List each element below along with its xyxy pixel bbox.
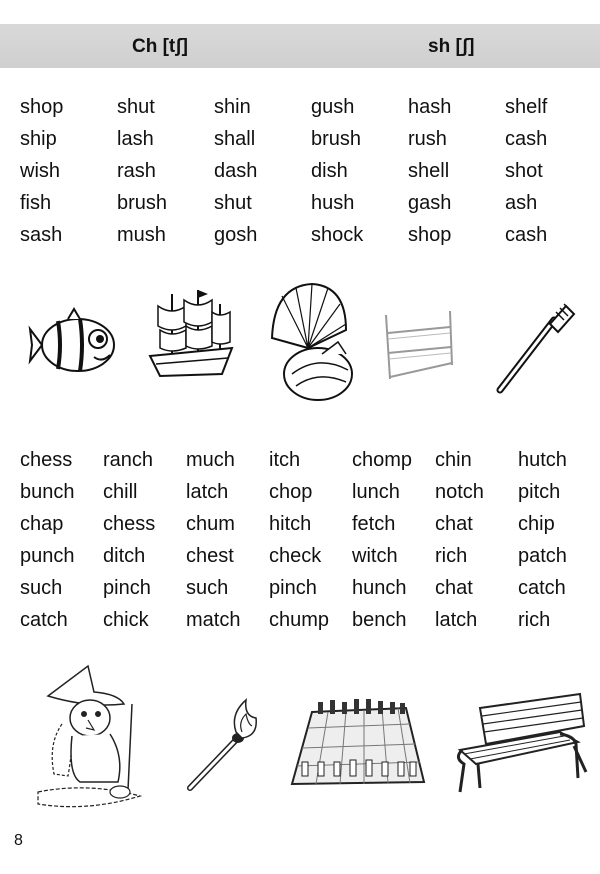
word: bench — [352, 609, 407, 631]
word: rush — [408, 128, 447, 150]
word: gosh — [214, 224, 258, 246]
word: rash — [117, 160, 156, 182]
ch-column — [269, 444, 329, 636]
word: ship — [20, 128, 57, 150]
ch-column — [518, 444, 567, 636]
word: hunch — [352, 577, 407, 599]
witch-picture — [28, 664, 148, 814]
ch-column — [20, 444, 75, 636]
word: chomp — [352, 449, 413, 471]
word: check — [269, 545, 322, 567]
word: hutch — [518, 449, 567, 471]
word: brush — [117, 192, 168, 214]
fish-picture — [28, 305, 123, 385]
word: chess — [20, 449, 73, 471]
word: chick — [103, 609, 149, 631]
word: mush — [117, 224, 166, 246]
bench-picture — [450, 688, 590, 798]
word: chat — [435, 513, 473, 535]
word: catch — [20, 609, 68, 631]
word: hush — [311, 192, 355, 214]
word: dash — [214, 160, 258, 182]
word: shall — [214, 128, 256, 150]
word: witch — [352, 545, 398, 567]
word: rich — [518, 609, 551, 631]
word: notch — [435, 481, 484, 503]
sh-column — [505, 91, 547, 251]
word: cash — [505, 224, 548, 246]
word: chap — [20, 513, 64, 535]
ch-column — [352, 444, 412, 636]
word: itch — [269, 449, 301, 471]
word: shop — [408, 224, 452, 246]
ship-picture — [142, 286, 240, 386]
chess-picture — [288, 698, 428, 788]
word: catch — [518, 577, 566, 599]
word: wish — [20, 160, 61, 182]
word: chump — [269, 609, 330, 631]
title-bar — [0, 24, 600, 68]
word: dish — [311, 160, 348, 182]
ch-word-table — [20, 444, 595, 636]
word: such — [20, 577, 63, 599]
match-picture — [186, 696, 266, 792]
word: shut — [214, 192, 252, 214]
shelf-picture — [380, 305, 460, 385]
word: hitch — [269, 513, 312, 535]
ch-column — [103, 444, 155, 636]
word: much — [186, 449, 235, 471]
word: pitch — [518, 481, 561, 503]
sh-word-table — [20, 91, 590, 251]
word: shop — [20, 96, 64, 118]
word: ranch — [103, 449, 154, 471]
word: ash — [505, 192, 538, 214]
page-number: 8 — [14, 832, 23, 849]
word: ditch — [103, 545, 146, 567]
ch-heading: Ch [tʃ] — [132, 36, 188, 57]
word: match — [186, 609, 241, 631]
word: chop — [269, 481, 313, 503]
word: lash — [117, 128, 154, 150]
word: such — [186, 577, 229, 599]
word: gash — [408, 192, 452, 214]
word: chess — [103, 513, 156, 535]
word: shell — [408, 160, 450, 182]
ch-column — [186, 444, 240, 636]
word: rich — [435, 545, 468, 567]
word: sash — [20, 224, 63, 246]
word: hash — [408, 96, 452, 118]
sh-column — [214, 91, 257, 251]
word: fetch — [352, 513, 396, 535]
word: chum — [186, 513, 235, 535]
sh-column — [117, 91, 167, 251]
word: brush — [311, 128, 362, 150]
shell-picture — [262, 278, 357, 408]
word: bunch — [20, 481, 75, 503]
word: pinch — [269, 577, 317, 599]
word: chip — [518, 513, 555, 535]
word: shock — [311, 224, 364, 246]
word: shelf — [505, 96, 548, 118]
word: chest — [186, 545, 234, 567]
ch-column — [435, 444, 484, 636]
sh-column — [20, 91, 63, 251]
word: cash — [505, 128, 548, 150]
word: patch — [518, 545, 567, 567]
word: punch — [20, 545, 75, 567]
word: latch — [186, 481, 229, 503]
word: chin — [435, 449, 472, 471]
word: lunch — [352, 481, 400, 503]
word: chill — [103, 481, 138, 503]
word: shot — [505, 160, 543, 182]
word: pinch — [103, 577, 151, 599]
word: latch — [435, 609, 478, 631]
sh-column — [311, 91, 363, 251]
word: shut — [117, 96, 155, 118]
sh-column — [408, 91, 451, 251]
word: shin — [214, 96, 251, 118]
word: gush — [311, 96, 355, 118]
sh-heading: sh [ʃ] — [428, 36, 475, 57]
toothbrush-picture — [494, 300, 578, 396]
word: chat — [435, 577, 473, 599]
word: fish — [20, 192, 52, 214]
